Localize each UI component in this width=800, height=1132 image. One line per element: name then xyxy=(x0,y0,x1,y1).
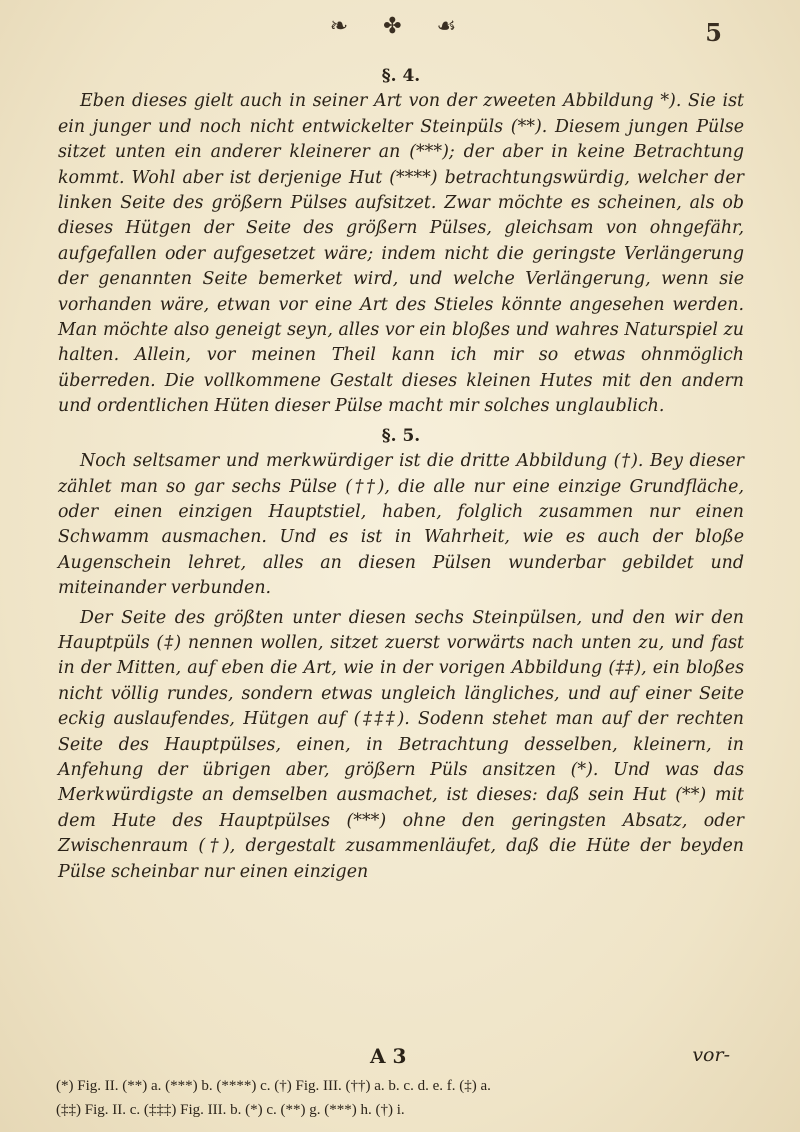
catchword: vor- xyxy=(692,1044,730,1066)
section-mark-5: §. 5. xyxy=(381,425,421,446)
footnotes xyxy=(56,1074,756,1122)
footnote-line: (‡‡) Fig. II. c. (‡‡‡) Fig. III. b. (*) c. (**) g. (***) h. (†) i. xyxy=(56,1102,405,1118)
body-text xyxy=(58,64,744,885)
paragraph: Eben dieses gielt auch in seiner Art von der zweeten Abbildung *). Sie ist ein junger und noch nicht entwickelter Steinpüls (**). Diesem jungen Pülse sitzet unten ein anderer kleinerer an (***); der aber in keine Betrachtung kommt. Wohl aber ist derjenige Hut (****) betrachtungswürdig, welcher der linken Seite des größern Pülses aufsitzet. Zwar möchte es scheinen, als ob dieses Hütgen der Seite des größern Pülses, gleichsam von ohngefähr, aufgefallen oder aufgesetzet wäre; indem nicht die geringste Verlängerung der genannten Seite bemerket wird, und welche Verlängerung, wenn sie vorhanden wäre, etwan vor eine Art des Stieles könnte angesehen werden. Man möchte also geneigt seyn, alles vor ein bloßes und wahres Naturspiel zu halten. Allein, vor meinen Theil kann ich mir so etwas ohnmöglich überreden. Die vollkommene Gestalt dieses kleinen Hutes mit den andern und ordentlichen Hüten dieser Pülse macht mir solches unglaublich. xyxy=(58,91,744,417)
section-mark-4: §. 4. xyxy=(381,66,421,86)
header-ornament: ❧ ✤ ☙ xyxy=(329,14,471,39)
footnote-line: (*) Fig. II. (**) a. (***) b. (****) c. (†) Fig. III. (††) a. b. c. d. e. f. (‡) a. xyxy=(56,1078,491,1094)
signature-mark: A 3 xyxy=(370,1044,407,1068)
paragraph: Noch seltsamer und merkwürdiger ist die dritte Abbildung (†). Bey dieser zählet man so gar sechs Pülse (††), die alle nur eine einzige Grundfläche, oder einen einzigen Hauptstiel, haben, folglich zusammen nur einen Schwamm ausmachen. Und es ist in Wahrheit, wie es auch der bloße Augenschein lehret, alles an diesen Pülsen wunderbar gebildet und miteinander verbunden. xyxy=(58,451,744,599)
paragraph: Der Seite des größten unter diesen sechs Steinpülsen, und den wir den Hauptpüls (‡) nennen wollen, sitzet zuerst vorwärts nach unten zu, und fast in der Mitten, auf eben die Art, wie in der vorigen Abbildung (‡‡), ein bloßes nicht völlig rundes, sondern etwas ungleich längliches, und auf einer Seite eckig auslaufendes, Hütgen auf (‡‡‡). Sodenn stehet man auf der rechten Seite des Hauptpülses, einen, in Betrachtung desselben, kleinern, in Anfehung der übrigen aber, größern Püls ansitzen (*). Und was das Merkwürdigste an demselben ausmachet, ist dieses: daß sein Hut (**) mit dem Hute des Hauptpülses (***) ohne den geringsten Absatz, oder Zwischenraum (†), dergestalt zusammenläufet, daß die Hüte der beyden Pülse scheinbar nur einen einzigen xyxy=(58,607,744,882)
page-number: 5 xyxy=(705,18,722,47)
